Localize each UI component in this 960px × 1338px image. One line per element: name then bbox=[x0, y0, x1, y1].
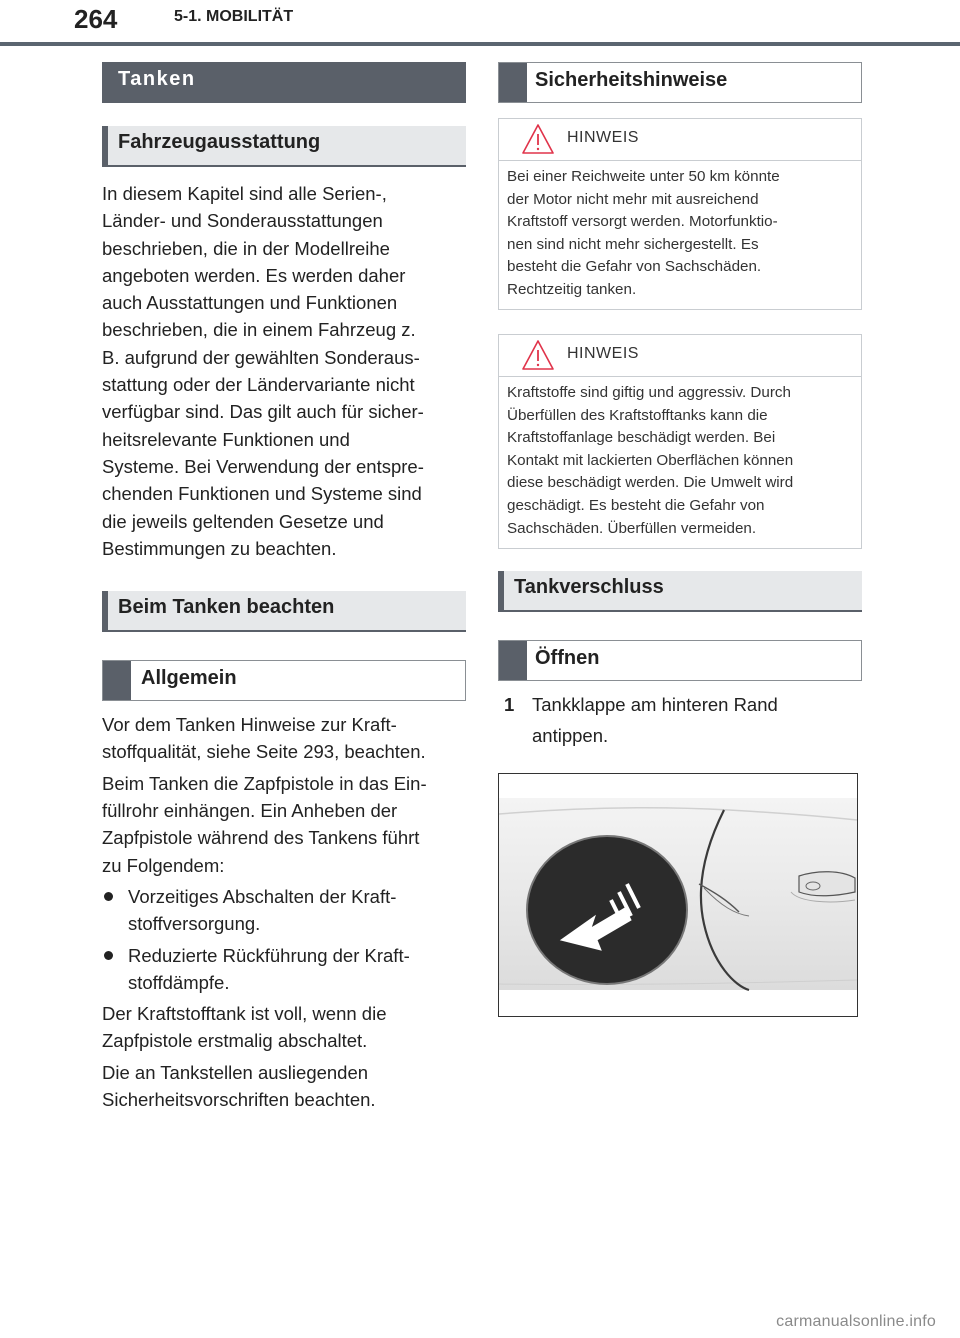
intro-line: Bestimmungen zu beachten. bbox=[102, 537, 337, 559]
subsection-heading-allgemein: Allgemein bbox=[102, 660, 466, 701]
car-fuel-flap-drawing bbox=[499, 774, 857, 1016]
text-line: füllrohr einhängen. Ein Anheben der bbox=[102, 800, 398, 822]
warning-line: Rechtzeitig tanken. bbox=[507, 280, 637, 298]
warning-text bbox=[499, 377, 861, 548]
intro-paragraph bbox=[102, 180, 466, 562]
warning-line: Bei einer Reichweite unter 50 km könnte bbox=[507, 168, 780, 185]
section-heading-fahrzeugausstattung: Fahrzeugausstattung bbox=[102, 126, 466, 167]
warning-label: HINWEIS bbox=[567, 345, 639, 362]
intro-line: stattung oder der Ländervariante nicht bbox=[102, 374, 415, 396]
text-line: stoffqualität, siehe Seite 293, beachten. bbox=[102, 741, 426, 763]
warning-header bbox=[499, 119, 861, 161]
text-line: Sicherheitsvorschriften beachten. bbox=[102, 1089, 376, 1111]
warning-line: geschädigt. Es besteht die Gefahr von bbox=[507, 496, 765, 514]
main-heading: Tanken bbox=[102, 62, 466, 103]
warning-line: nen sind nicht mehr sichergestellt. Es bbox=[507, 235, 759, 253]
intro-line: In diesem Kapitel sind alle Serien-, bbox=[102, 183, 387, 204]
left-column bbox=[102, 62, 466, 1113]
watermark: carmanualsonline.info bbox=[776, 1313, 936, 1330]
warning-line: Überfüllen des Kraftstofftanks kann die bbox=[507, 406, 768, 424]
intro-line: angeboten werden. Es werden daher bbox=[102, 264, 406, 286]
intro-line: Länder- und Sonderausstattungen bbox=[102, 210, 383, 232]
step-line: antippen. bbox=[532, 725, 609, 746]
bullet-line: Vorzeitiges Abschalten der Kraft- bbox=[128, 885, 397, 907]
paragraph-sicherheitsvorschriften bbox=[102, 1059, 466, 1114]
intro-line: beschrieben, die in der Modellreihe bbox=[102, 237, 390, 259]
intro-line: die jeweils geltenden Gesetze und bbox=[102, 510, 384, 532]
section-heading-sicherheitshinweise: Sicherheitshinweise bbox=[498, 62, 862, 103]
section-heading-beim-tanken: Beim Tanken beachten bbox=[102, 591, 466, 632]
paragraph-kraftstoffqualitaet bbox=[102, 711, 466, 766]
bullet-line: Reduzierte Rückführung der Kraft- bbox=[128, 944, 410, 966]
warning-line: der Motor nicht mehr mit ausreichend bbox=[507, 190, 759, 208]
header-rule bbox=[0, 42, 960, 46]
right-column bbox=[498, 62, 862, 1017]
intro-line: B. aufgrund der gewählten Sonderaus- bbox=[102, 346, 420, 368]
warning-box bbox=[498, 118, 862, 310]
warning-line: diese beschädigt werden. Die Umwelt wird bbox=[507, 474, 794, 492]
intro-line: verfügbar sind. Das gilt auch für sicher- bbox=[102, 401, 424, 423]
warning-line: Kraftstoffe sind giftig und aggressiv. Durch bbox=[507, 384, 791, 401]
step-line: Tankklappe am hinteren Rand bbox=[532, 694, 778, 715]
step-item bbox=[498, 689, 862, 751]
text-line: Beim Tanken die Zapfpistole in das Ein- bbox=[102, 772, 427, 794]
warning-label: HINWEIS bbox=[567, 129, 639, 146]
page-number: 264 bbox=[74, 4, 118, 34]
intro-line: beschrieben, die in einem Fahrzeug z. bbox=[102, 319, 416, 341]
warning-header bbox=[499, 335, 861, 377]
fuel-flap-illustration bbox=[498, 773, 858, 1017]
bullet-line: stoffdämpfe. bbox=[128, 971, 230, 993]
section-heading-tankverschluss: Tankverschluss bbox=[498, 571, 862, 612]
text-line: zu Folgendem: bbox=[102, 854, 225, 876]
bullet-line: stoffversorgung. bbox=[128, 913, 261, 935]
warning-text bbox=[499, 161, 861, 310]
intro-line: Systeme. Bei Verwendung der entspre- bbox=[102, 455, 424, 477]
paragraph-tank-voll bbox=[102, 1000, 466, 1055]
intro-line: chenden Funktionen und Systeme sind bbox=[102, 483, 422, 505]
text-line: Vor dem Tanken Hinweise zur Kraft- bbox=[102, 714, 397, 736]
warning-triangle-icon bbox=[521, 123, 555, 155]
warning-line: Kraftstoff versorgt werden. Motorfunktio- bbox=[507, 213, 778, 231]
warning-line: Sachschäden. Überfüllen vermeiden. bbox=[507, 519, 757, 537]
warning-line: Kontakt mit lackierten Oberflächen können bbox=[507, 451, 794, 469]
intro-line: auch Ausstattungen und Funktionen bbox=[102, 292, 398, 314]
bullet-item bbox=[102, 883, 466, 938]
text-line: Zapfpistole erstmalig abschaltet. bbox=[102, 1030, 368, 1052]
chapter-title: 5-1. MOBILITÄT bbox=[174, 8, 294, 25]
intro-line: heitsrelevante Funktionen und bbox=[102, 428, 350, 450]
warning-line: Kraftstoffanlage beschädigt werden. Bei bbox=[507, 429, 776, 447]
text-line: Die an Tankstellen ausliegenden bbox=[102, 1061, 369, 1083]
step-number: 1 bbox=[504, 694, 515, 715]
warning-line: besteht die Gefahr von Sachschäden. bbox=[507, 258, 762, 276]
paragraph-zapfpistole bbox=[102, 770, 466, 879]
warning-triangle-icon bbox=[521, 339, 555, 371]
subsection-heading-oeffnen: Öffnen bbox=[498, 640, 862, 681]
text-line: Der Kraftstofftank ist voll, wenn die bbox=[102, 1003, 387, 1025]
text-line: Zapfpistole während des Tankens führt bbox=[102, 827, 420, 849]
bullet-item bbox=[102, 942, 466, 997]
warning-box bbox=[498, 334, 862, 549]
